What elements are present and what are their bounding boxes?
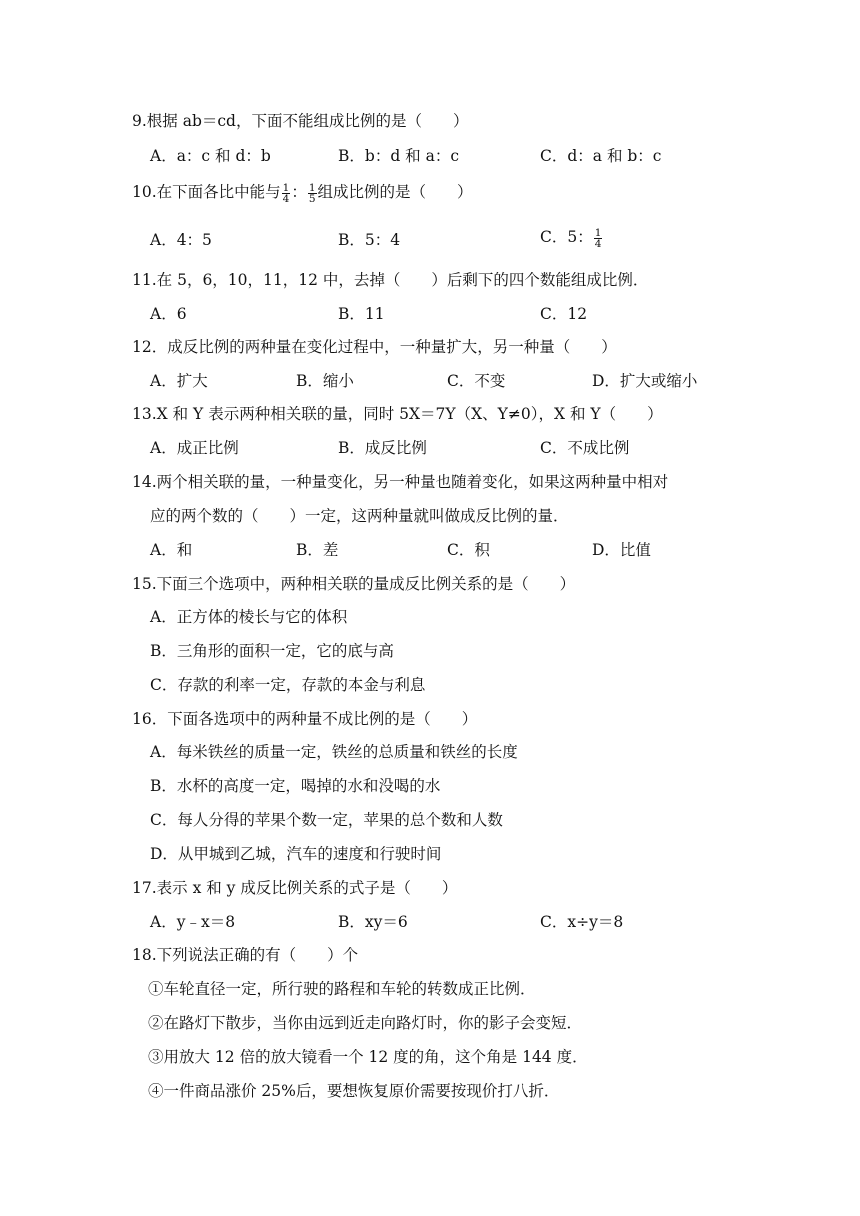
q16-option-c: C．每人分得的苹果个数一定，苹果的总个数和人数	[150, 811, 503, 829]
q16-option-a: A．每米铁丝的质量一定，铁丝的总质量和铁丝的长度	[150, 743, 518, 761]
q11-option-b: B．11	[338, 305, 385, 323]
q12-option-b: B．缩小	[296, 372, 354, 390]
q12-option-a: A．扩大	[150, 372, 208, 390]
question-14-line-2: 应的两个数的（ ）一定，这两种量就叫做成反比例的量．	[150, 507, 569, 525]
question-15: 15.下面三个选项中，两种相关联的量成反比例关系的是（ ）	[132, 575, 576, 593]
q18-statement-1: ①车轮直径一定，所行驶的路程和车轮的转数成正比例．	[148, 980, 536, 998]
question-13: 13.X 和 Y 表示两种相关联的量，同时 5X＝7Y（X、Y≠0），X 和 Y（ ）	[132, 405, 663, 423]
q9-option-c: C．d：a 和 b：c	[540, 147, 662, 165]
q14-option-d: D．比值	[592, 541, 651, 559]
fraction-one-quarter: $\frac{1}{4}$	[282, 181, 290, 205]
q14-option-b: B．差	[296, 541, 339, 559]
q9-option-b: B．b：d 和 a：c	[338, 147, 460, 165]
q15-option-a: A．正方体的棱长与它的体积	[150, 608, 348, 626]
q13-option-a: A．成正比例	[150, 439, 239, 457]
q17-option-c: C．x÷y＝8	[540, 913, 624, 931]
q17-option-b: B．xy＝6	[338, 913, 408, 931]
q11-option-c: C．12	[540, 305, 588, 323]
q16-option-b: B．水杯的高度一定，喝掉的水和没喝的水	[150, 777, 441, 795]
q10-option-a: A．4：5	[150, 231, 212, 249]
q12-option-d: D．扩大或缩小	[592, 372, 698, 390]
question-17: 17.表示 x 和 y 成反比例关系的式子是（ ）	[132, 879, 458, 897]
q10-option-c: C．5： $\frac{1}{4}$	[540, 226, 602, 250]
q18-statement-2: ②在路灯下散步，当你由远到近走向路灯时，你的影子会变短．	[148, 1014, 583, 1032]
question-10: 10.在下面各比中能与 $\frac{1}{4}$ ： $\frac{1}{5}$ 组成比例的是（ ）	[132, 181, 473, 205]
q15-option-c: C．存款的利率一定，存款的本金与利息	[150, 676, 426, 694]
q14-option-a: A．和	[150, 541, 193, 559]
q14-option-c: C．积	[447, 541, 490, 559]
fraction-one-fifth: $\frac{1}{5}$	[308, 181, 316, 205]
q13-option-c: C．不成比例	[540, 439, 630, 457]
q15-option-b: B．三角形的面积一定，它的底与高	[150, 642, 394, 660]
question-18: 18.下列说法正确的有（ ）个	[132, 946, 359, 964]
q10-option-b: B．5：4	[338, 231, 401, 249]
question-14-line-1: 14.两个相关联的量，一种量变化，另一种量也随着变化，如果这两种量中相对	[132, 473, 669, 491]
q13-option-b: B．成反比例	[338, 439, 427, 457]
q12-option-c: C．不变	[447, 372, 506, 390]
question-16: 16．下面各选项中的两种量不成比例的是（ ）	[132, 710, 478, 728]
question-9: 9.根据 ab＝cd，下面不能组成比例的是（ ）	[132, 112, 469, 130]
q16-option-d: D．从甲城到乙城，汽车的速度和行驶时间	[150, 845, 442, 863]
q11-option-a: A．6	[150, 305, 187, 323]
fraction-one-quarter: $\frac{1}{4}$	[594, 226, 602, 250]
question-12: 12．成反比例的两种量在变化过程中，一种量扩大，另一种量（ ）	[132, 338, 617, 356]
question-11: 11.在 5，6，10，11，12 中，去掉（ ）后剩下的四个数能组成比例．	[132, 271, 649, 289]
q18-statement-4: ④一件商品涨价 25%后，要想恢复原价需要按现价打八折．	[148, 1082, 560, 1100]
q9-option-a: A．a：c 和 d：b	[150, 147, 271, 165]
q18-statement-3: ③用放大 12 倍的放大镜看一个 12 度的角，这个角是 144 度．	[148, 1048, 588, 1066]
q17-option-a: A．y﹣x＝8	[150, 913, 236, 931]
